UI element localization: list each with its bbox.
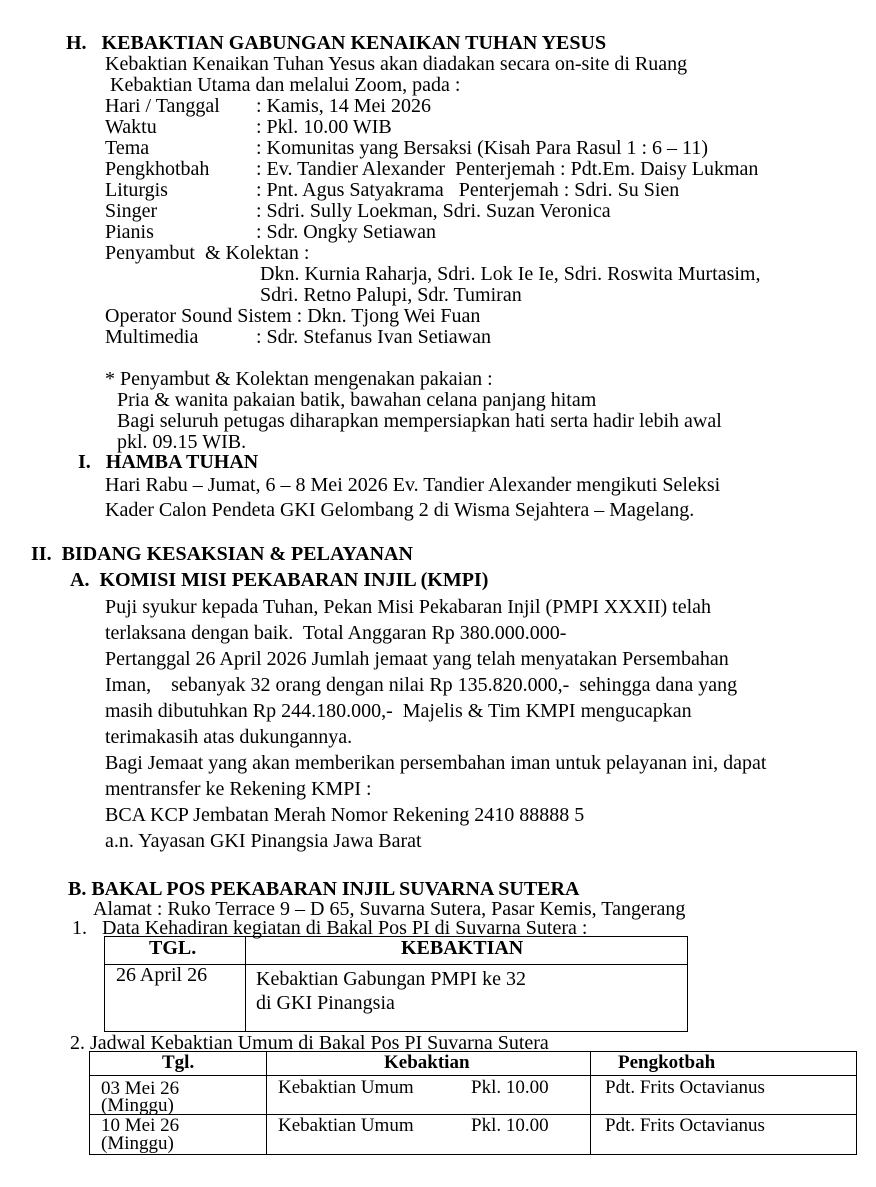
note-line2: Pria & wanita pakaian batik, bawahan celana panjang hitam bbox=[117, 389, 597, 411]
kmpi-paragraph-line: Pertanggal 26 April 2026 Jumlah jemaat yang telah menyatakan Persembahan bbox=[105, 648, 729, 670]
kmpi-paragraph-line: terimakasih atas dukungannya. bbox=[105, 726, 353, 748]
note-line3: Bagi seluruh petugas diharapkan mempersiapkan hati serta hadir lebih awal bbox=[117, 410, 722, 432]
table-cell-date: 10 Mei 26 bbox=[101, 1115, 180, 1136]
table-divider bbox=[245, 937, 246, 1031]
table-divider bbox=[590, 1052, 591, 1154]
kmpi-paragraph-line: Bagi Jemaat yang akan memberikan persembahan iman untuk pelayanan ini, dapat bbox=[105, 752, 767, 774]
table-header-kebaktian: Kebaktian bbox=[384, 1052, 470, 1073]
table-header-kebaktian: KEBAKTIAN bbox=[401, 937, 524, 959]
kmpi-account-name: a.n. Yayasan GKI Pinangsia Jawa Barat bbox=[105, 830, 422, 852]
alamat-line: Alamat : Ruko Terrace 9 – D 65, Suvarna Sutera, Pasar Kemis, Tangerang bbox=[93, 898, 686, 920]
table-cell-time: Pkl. 10.00 bbox=[471, 1077, 549, 1098]
section-ii-heading: II. BIDANG KESAKSIAN & PELAYANAN bbox=[31, 543, 413, 565]
row-value: : Komunitas yang Bersaksi (Kisah Para Rasul 1 : 6 – 11) bbox=[256, 137, 708, 159]
row-value: : Sdri. Sully Loekman, Sdri. Suzan Veronica bbox=[256, 200, 611, 222]
table-cell-date: 03 Mei 26 bbox=[101, 1078, 180, 1099]
multimedia-label: Multimedia bbox=[105, 326, 199, 348]
operator-line: Operator Sound Sistem : Dkn. Tjong Wei Fuan bbox=[105, 305, 481, 327]
table-cell-kebaktian: Kebaktian Umum bbox=[278, 1077, 414, 1098]
kmpi-bank-account: BCA KCP Jembatan Merah Nomor Rekening 2410 88888 5 bbox=[105, 804, 585, 826]
section-i-line2: Kader Calon Pendeta GKI Gelombang 2 di Wisma Sejahtera – Magelang. bbox=[105, 499, 695, 521]
kmpi-paragraph-line: Iman, sebanyak 32 orang dengan nilai Rp 135.820.000,- sehingga dana yang bbox=[105, 674, 738, 696]
note-line1: * Penyambut & Kolektan mengenakan pakaian : bbox=[105, 368, 493, 390]
table-header-pengkotbah: Pengkotbah bbox=[618, 1052, 716, 1073]
section-h-heading: H. KEBAKTIAN GABUNGAN KENAIKAN TUHAN YESUS bbox=[66, 32, 607, 54]
table-cell-pengkotbah: Pdt. Frits Octavianus bbox=[605, 1115, 765, 1136]
section-h-intro-line1: Kebaktian Kenaikan Tuhan Yesus akan diadakan secara on-site di Ruang bbox=[105, 53, 688, 75]
penyambut-names-line1: Dkn. Kurnia Raharja, Sdri. Lok Ie Ie, Sdri. Roswita Murtasim, bbox=[260, 263, 761, 285]
note-line4: pkl. 09.15 WIB. bbox=[117, 431, 247, 453]
row-value: : Sdr. Ongky Setiawan bbox=[256, 221, 436, 243]
section-i-line1: Hari Rabu – Jumat, 6 – 8 Mei 2026 Ev. Tandier Alexander mengikuti Seleksi bbox=[105, 474, 721, 496]
section-h-intro-line2: Kebaktian Utama dan melalui Zoom, pada : bbox=[105, 74, 461, 96]
row-value: : Pkl. 10.00 WIB bbox=[256, 116, 392, 138]
table-cell-kebaktian: Kebaktian Umum bbox=[278, 1115, 414, 1136]
item-1-label: 1. Data Kehadiran kegiatan di Bakal Pos PI di Suvarna Sutera : bbox=[72, 917, 588, 939]
row-label: Liturgis bbox=[105, 179, 168, 201]
row-label: Singer bbox=[105, 200, 158, 222]
subsection-b-heading: B. BAKAL POS PEKABARAN INJIL SUVARNA SUTERA bbox=[68, 878, 580, 900]
row-value: : Kamis, 14 Mei 2026 bbox=[256, 95, 431, 117]
table-cell-time: Pkl. 10.00 bbox=[471, 1115, 549, 1136]
schedule-table bbox=[89, 1051, 857, 1155]
kmpi-paragraph-line: mentransfer ke Rekening KMPI : bbox=[105, 778, 372, 800]
row-value: : Ev. Tandier Alexander Penterjemah : Pdt.Em. Daisy Lukman bbox=[256, 158, 759, 180]
table-header-tgl: Tgl. bbox=[162, 1052, 195, 1073]
row-label: Waktu bbox=[105, 116, 157, 138]
row-label: Pianis bbox=[105, 221, 154, 243]
kmpi-paragraph-line: terlaksana dengan baik. Total Anggaran Rp 380.000.000- bbox=[105, 622, 567, 644]
table-cell-date: 26 April 26 bbox=[116, 964, 208, 986]
table-header-tgl: TGL. bbox=[149, 937, 197, 959]
table-cell-kebaktian-line2: di GKI Pinangsia bbox=[256, 992, 395, 1014]
item-2-label: 2. Jadwal Kebaktian Umum di Bakal Pos PI Suvarna Sutera bbox=[70, 1032, 549, 1054]
multimedia-value: : Sdr. Stefanus Ivan Setiawan bbox=[256, 326, 491, 348]
table-cell-day: (Minggu) bbox=[101, 1133, 174, 1154]
attendance-table bbox=[104, 936, 688, 1032]
table-divider bbox=[90, 1075, 856, 1076]
row-value: : Pnt. Agus Satyakrama Penterjemah : Sdri. Su Sien bbox=[256, 179, 680, 201]
kmpi-paragraph-line: Puji syukur kepada Tuhan, Pekan Misi Pekabaran Injil (PMPI XXXII) telah bbox=[105, 596, 712, 618]
penyambut-label: Penyambut & Kolektan : bbox=[105, 242, 310, 264]
row-label: Pengkhotbah bbox=[105, 158, 210, 180]
kmpi-paragraph-line: masih dibutuhkan Rp 244.180.000,- Majelis & Tim KMPI mengucapkan bbox=[105, 700, 692, 722]
table-cell-kebaktian-line1: Kebaktian Gabungan PMPI ke 32 bbox=[256, 968, 526, 990]
table-cell-day: (Minggu) bbox=[101, 1095, 174, 1116]
table-cell-pengkotbah: Pdt. Frits Octavianus bbox=[605, 1077, 765, 1098]
row-label: Hari / Tanggal bbox=[105, 95, 220, 117]
subsection-a-heading: A. KOMISI MISI PEKABARAN INJIL (KMPI) bbox=[70, 569, 489, 591]
section-i-heading: I. HAMBA TUHAN bbox=[78, 451, 259, 473]
table-divider bbox=[266, 1052, 267, 1154]
penyambut-names-line2: Sdri. Retno Palupi, Sdr. Tumiran bbox=[260, 284, 522, 306]
row-label: Tema bbox=[105, 137, 150, 159]
